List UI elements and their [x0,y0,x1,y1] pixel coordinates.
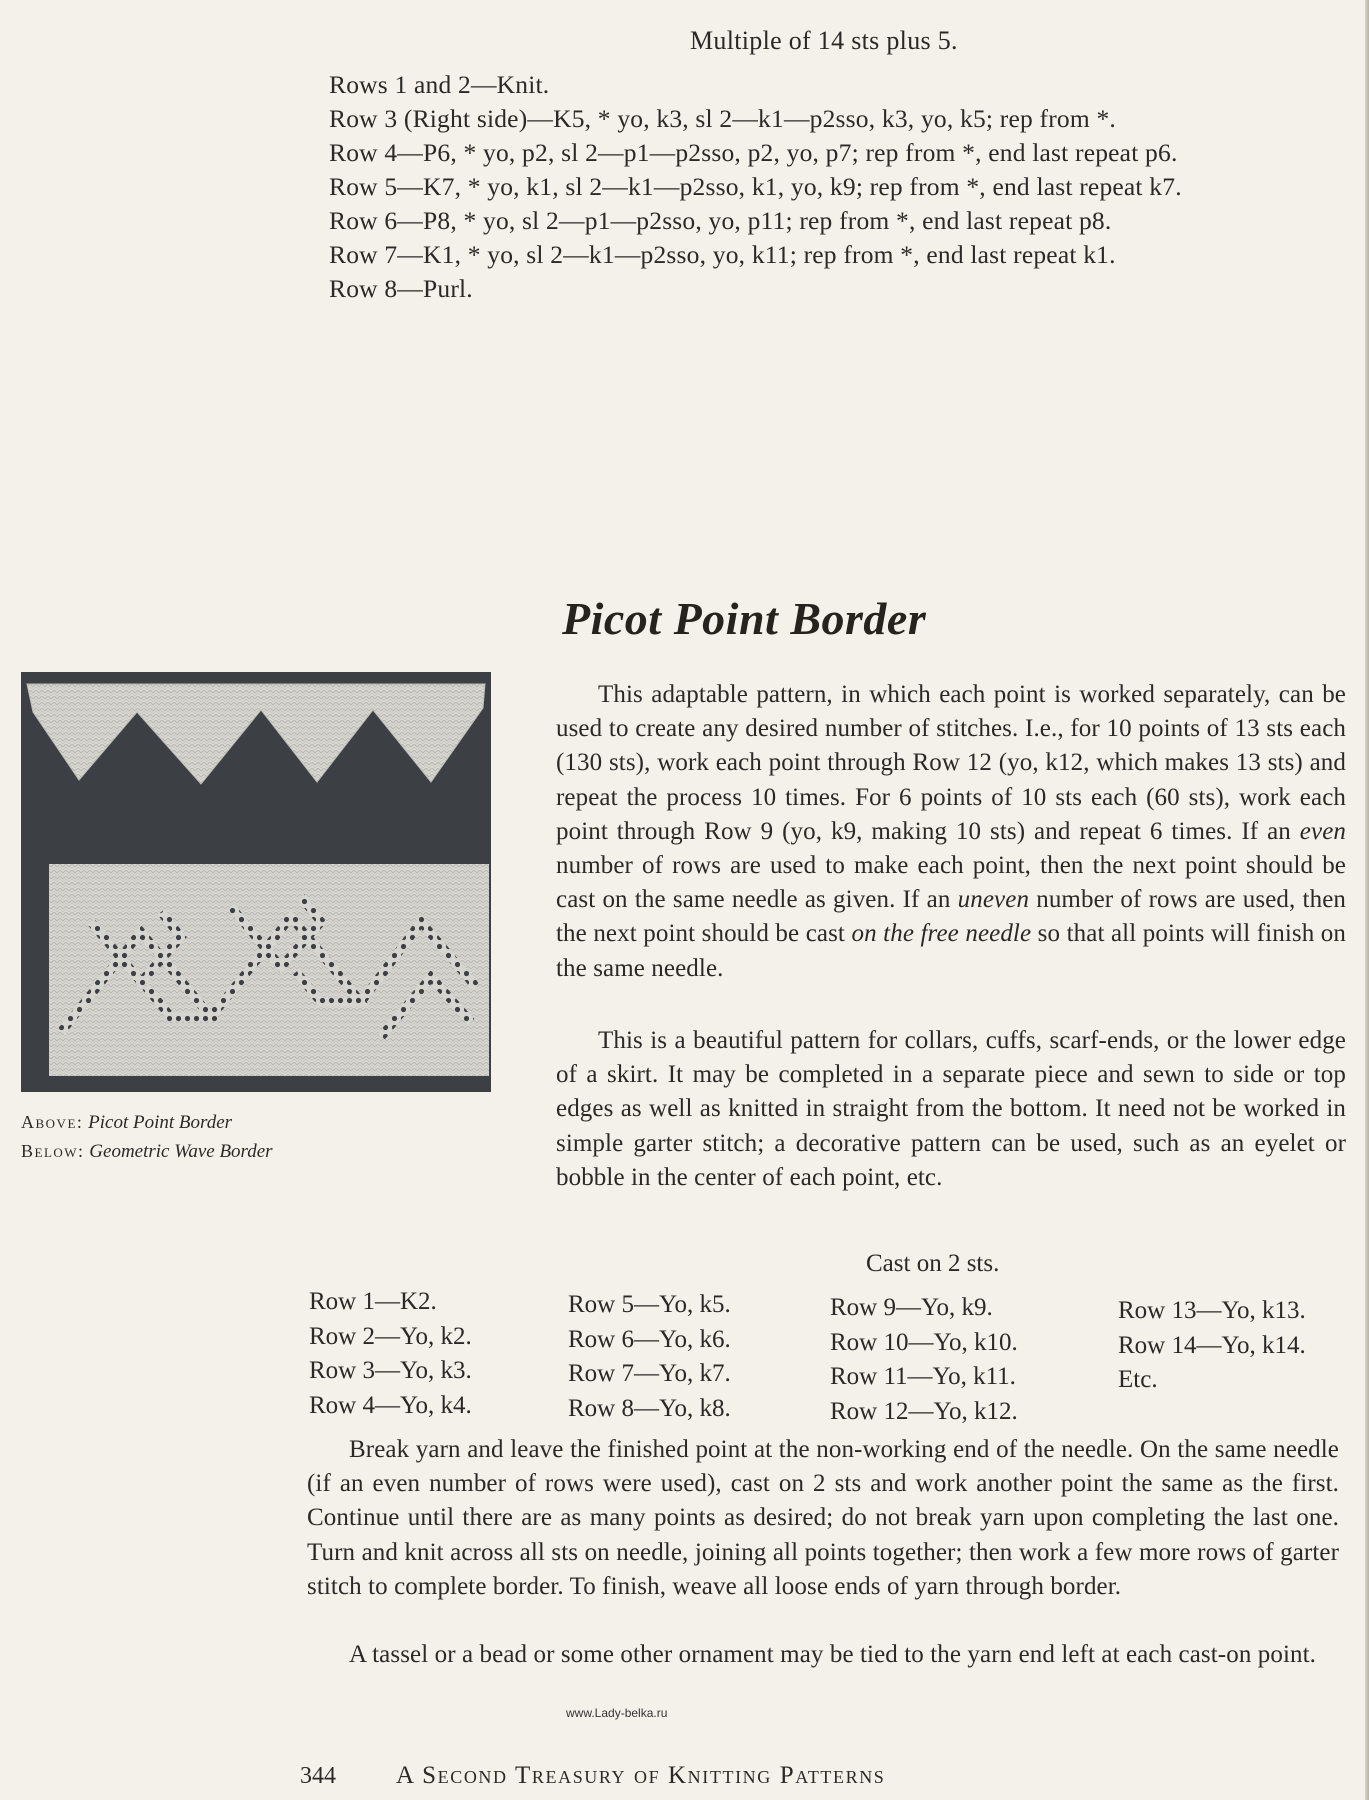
top-pattern-rows [329,68,1359,306]
row-instruction: Row 10—Yo, k10. [830,1328,1018,1356]
caption-below-label: Below: [21,1141,85,1161]
row-instruction: Row 14—Yo, k14. [1118,1331,1306,1359]
top-row: Row 8—Purl. [329,274,473,303]
page-number: 344 [300,1763,336,1789]
page-edge-shadow [1365,0,1369,1800]
row-instruction: Row 9—Yo, k9. [830,1294,993,1321]
row-column-3 [830,1291,1018,1429]
top-row: Row 7—K1, * yo, sl 2—k1—p2sso, yo, k11; rep from *, end last repeat k1. [329,240,1116,269]
watermark-url: www.Lady-belka.ru [566,1706,668,1720]
intro-text-d: so that all points will finish on the same needle. [556,920,1346,982]
caption-above-label: Above: [21,1112,84,1132]
page-footer [300,1762,885,1790]
top-row: Rows 1 and 2—Knit. [329,70,550,99]
ornament-paragraph: A tassel or a bead or some other ornament may be tied to the yarn end left at each cast-on point. [349,1641,1317,1668]
caption-above-title: Picot Point Border [88,1112,233,1133]
cast-on-note: Cast on 2 sts. [866,1250,1000,1277]
row-column-4 [1118,1294,1306,1398]
row-column-2 [568,1288,731,1426]
top-row: Row 3 (Right side)—K5, * yo, k3, sl 2—k1—p2sso, k3, yo, k5; rep from *. [329,104,1116,133]
intro-text-c: number of rows are used, then the next point should be cast [556,886,1347,948]
intro-paragraph [556,678,1346,986]
caption-below-title: Geometric Wave Border [89,1141,273,1162]
knitting-photo-illustration [21,672,491,1092]
row-instruction: Etc. [1118,1366,1158,1393]
top-row: Row 4—P6, * yo, p2, sl 2—p1—p2sso, p2, yo, p7; rep from *, end last repeat p6. [329,138,1178,167]
intro-text-b: number of rows are used to make each point, then the next point should be cast on the same needle as given. If an [556,852,1346,914]
row-instruction: Row 3—Yo, k3. [309,1357,472,1384]
book-title: A Second Treasury of Knitting Patterns [396,1762,886,1789]
row-instruction: Row 8—Yo, k8. [568,1394,731,1422]
intro-text-a: This adaptable pattern, in which each point is worked separately, can be used to create any desired number of stitches. I.e., for 10 points of 13 sts each (130 sts), work each point through Row 12 (yo, k12, which makes 13 sts) and repeat the process 10 times. For 6 points of 10 sts each (60 sts), work each point through Row 9 (yo, k9, making 10 sts) and repeat 6 times. If an [556,681,1346,845]
intro-free-needle: on the free needle [851,920,1032,948]
row-instruction: Row 11—Yo, k11. [830,1363,1016,1390]
multiple-note: Multiple of 14 sts plus 5. [690,26,958,55]
row-instruction: Row 6—Yo, k6. [568,1325,731,1353]
row-column-1 [309,1285,472,1423]
row-instruction: Row 2—Yo, k2. [309,1322,472,1350]
row-instruction: Row 4—Yo, k4. [309,1391,472,1419]
intro-uneven: uneven [957,886,1030,914]
row-instruction: Row 13—Yo, k13. [1118,1297,1306,1324]
section-title: Picot Point Border [562,593,927,644]
row-instruction: Row 7—Yo, k7. [568,1360,731,1387]
finishing-paragraph: Break yarn and leave the finished point at the non-working end of the needle. On the same needle (if an even number of rows were used), cast on 2 sts and work another point the same as the first. Continue until there are as many points as desired; do not break yarn upon completing the last one. Turn and knit across all sts on needle, joining all points together; then work a few more rows of garter stitch to complete border. To finish, weave all loose ends of yarn through border. [307,1436,1339,1600]
row-instruction: Row 12—Yo, k12. [830,1397,1018,1425]
row-instruction: Row 1—K2. [309,1288,437,1315]
caption-above [21,1108,273,1137]
knitting-photo [21,672,491,1092]
usage-paragraph: This is a beautiful pattern for collars, cuffs, scarf-ends, or the lower edge of a skirt. It may be completed in a separate piece and sewn to side or top edges as well as knitted in straight from the bottom. It need not be worked in simple garter stitch; a decorative pattern can be used, such as an eyelet or bobble in the center of each point, etc. [556,1027,1346,1191]
top-row: Row 5—K7, * yo, k1, sl 2—k1—p2sso, k1, yo, k9; rep from *, end last repeat k7. [329,172,1182,201]
row-instruction: Row 5—Yo, k5. [568,1291,731,1318]
photo-caption [21,1108,273,1166]
intro-even: even [1299,817,1346,845]
caption-below [21,1137,273,1166]
top-row: Row 6—P8, * yo, sl 2—p1—p2sso, yo, p11; rep from *, end last repeat p8. [329,206,1112,235]
